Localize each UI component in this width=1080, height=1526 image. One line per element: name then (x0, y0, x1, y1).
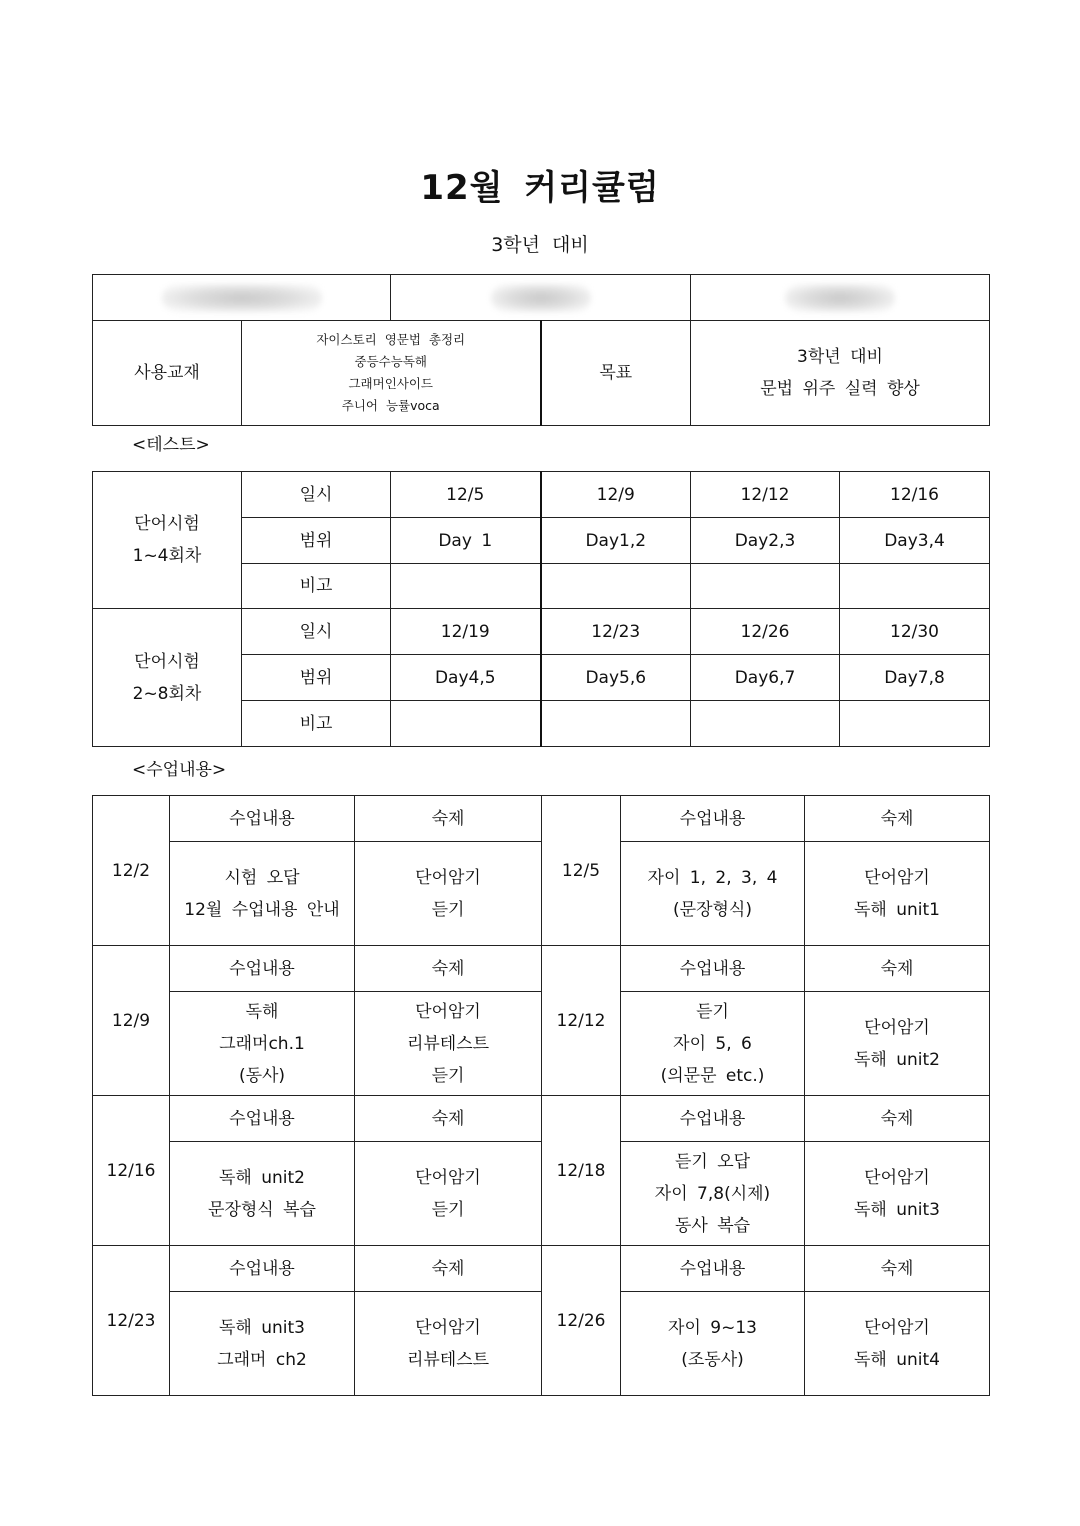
class-table (92, 795, 990, 1396)
test-group-name (93, 472, 242, 609)
redacted-cell (691, 275, 990, 321)
test-date: 12/26 (691, 609, 840, 655)
class-date: 12/16 (93, 1096, 170, 1246)
homework-line: 듣기 (431, 1199, 465, 1220)
info-table (92, 274, 990, 426)
goal-line: 3학년 대비 (797, 347, 883, 367)
homework-header: 숙제 (355, 796, 542, 842)
test-group-rounds: 2~8회차 (132, 683, 202, 704)
class-date: 12/23 (93, 1246, 170, 1396)
class-content (621, 1292, 805, 1396)
homework-line: 독해 unit3 (853, 1199, 940, 1220)
goal-label: 목표 (541, 321, 691, 426)
homework-line: 단어암기 (415, 1317, 481, 1338)
goal-text (691, 321, 990, 426)
homework-header: 숙제 (355, 1096, 542, 1142)
redaction-blur (785, 284, 895, 312)
class-content (170, 1292, 355, 1396)
content-line: (의문문 etc.) (660, 1065, 765, 1086)
row-label-note: 비고 (242, 564, 391, 609)
class-homework (355, 992, 542, 1096)
redacted-cell (93, 275, 391, 321)
homework-line: 단어암기 (415, 1001, 481, 1022)
class-content (170, 1142, 355, 1246)
test-range: Day6,7 (691, 655, 840, 701)
homework-line: 듣기 (431, 899, 465, 920)
homework-line: 단어암기 (415, 1167, 481, 1188)
content-header: 수업내용 (170, 946, 355, 992)
class-content (170, 992, 355, 1096)
content-header: 수업내용 (170, 1096, 355, 1142)
content-line: 문장형식 복습 (208, 1199, 316, 1220)
textbook-item: 주니어 능률voca (341, 398, 440, 413)
test-note (840, 564, 990, 609)
content-line: 자이 9~13 (668, 1317, 757, 1338)
homework-header: 숙제 (805, 946, 990, 992)
page-title: 12월 커리큘럼 (420, 168, 660, 208)
class-date: 12/26 (542, 1246, 621, 1396)
class-content (621, 1142, 805, 1246)
content-line: (문장형식) (673, 899, 752, 920)
test-note (691, 701, 840, 747)
page-subtitle: 3학년 대비 (491, 234, 589, 256)
homework-line: 독해 unit4 (853, 1349, 940, 1370)
test-section-label: <테스트> (132, 435, 210, 455)
test-note (391, 564, 541, 609)
homework-header: 숙제 (805, 1246, 990, 1292)
test-range: Day7,8 (840, 655, 990, 701)
homework-line: 단어암기 (864, 1317, 930, 1338)
content-line: (동사) (238, 1065, 286, 1086)
class-content (621, 992, 805, 1096)
test-range: Day1,2 (541, 518, 691, 564)
test-note (840, 701, 990, 747)
content-line: 자이 1, 2, 3, 4 (647, 867, 778, 888)
homework-header: 숙제 (805, 796, 990, 842)
test-date: 12/19 (391, 609, 541, 655)
homework-line: 단어암기 (864, 1167, 930, 1188)
textbook-item: 그래머인사이드 (348, 376, 434, 391)
content-line: 듣기 오답 (674, 1151, 751, 1172)
class-homework (805, 842, 990, 946)
test-group-title: 단어시험 (134, 651, 200, 672)
content-header: 수업내용 (170, 1246, 355, 1292)
test-note (391, 701, 541, 747)
textbook-list (242, 321, 541, 426)
class-homework (355, 842, 542, 946)
class-date: 12/18 (542, 1096, 621, 1246)
test-date: 12/23 (541, 609, 691, 655)
class-homework (805, 1292, 990, 1396)
redaction-blur (491, 284, 591, 312)
test-date: 12/5 (391, 472, 541, 518)
class-homework (355, 1142, 542, 1246)
content-line: 자이 7,8(시제) (654, 1183, 771, 1204)
content-header: 수업내용 (621, 796, 805, 842)
homework-line: 듣기 (431, 1065, 465, 1086)
content-header: 수업내용 (170, 796, 355, 842)
content-line: 그래머 ch2 (217, 1349, 307, 1370)
homework-header: 숙제 (805, 1096, 990, 1142)
content-line: 시험 오답 (224, 867, 300, 888)
textbook-item: 중등수능독해 (354, 354, 427, 369)
class-date: 12/5 (542, 796, 621, 946)
row-label-range: 범위 (242, 655, 391, 701)
content-line: 듣기 (696, 1001, 729, 1022)
test-range: Day3,4 (840, 518, 990, 564)
homework-line: 리뷰테스트 (406, 1349, 490, 1370)
row-label-note: 비고 (242, 701, 391, 747)
test-note (691, 564, 840, 609)
content-line: 독해 (245, 1001, 279, 1022)
test-range: Day5,6 (541, 655, 691, 701)
content-line: 독해 unit3 (218, 1317, 305, 1338)
content-header: 수업내용 (621, 1096, 805, 1142)
test-group-name (93, 609, 242, 747)
goal-line: 문법 위주 실력 향상 (760, 379, 920, 399)
content-line: 12월 수업내용 안내 (184, 899, 340, 920)
test-range: Day4,5 (391, 655, 541, 701)
class-section-label: <수업내용> (132, 760, 227, 780)
test-range: Day2,3 (691, 518, 840, 564)
row-label-date: 일시 (242, 609, 391, 655)
test-note (541, 564, 691, 609)
content-header: 수업내용 (621, 1246, 805, 1292)
class-content (170, 842, 355, 946)
homework-line: 독해 unit1 (853, 899, 940, 920)
content-line: (조동사) (681, 1349, 744, 1370)
redaction-blur (162, 284, 322, 312)
homework-line: 단어암기 (864, 867, 930, 888)
homework-header: 숙제 (355, 946, 542, 992)
content-line: 그래머ch.1 (219, 1033, 305, 1054)
homework-line: 독해 unit2 (853, 1049, 940, 1070)
test-date: 12/16 (840, 472, 990, 518)
homework-line: 단어암기 (415, 867, 481, 888)
test-note (541, 701, 691, 747)
content-line: 자이 5, 6 (673, 1033, 752, 1054)
content-header: 수업내용 (621, 946, 805, 992)
class-homework (805, 992, 990, 1096)
row-label-range: 범위 (242, 518, 391, 564)
test-group-title: 단어시험 (134, 514, 200, 534)
homework-line: 단어암기 (864, 1017, 930, 1038)
test-table (92, 471, 990, 747)
homework-line: 리뷰테스트 (406, 1033, 490, 1054)
content-line: 독해 unit2 (218, 1167, 305, 1188)
test-group-rounds: 1~4회차 (132, 546, 202, 566)
class-homework (805, 1142, 990, 1246)
row-label-date: 일시 (242, 472, 391, 518)
content-line: 동사 복습 (674, 1215, 751, 1236)
class-content (621, 842, 805, 946)
homework-header: 숙제 (355, 1246, 542, 1292)
textbook-item: 자이스토리 영문법 총정리 (316, 332, 466, 347)
class-homework (355, 1292, 542, 1396)
test-range: Day 1 (391, 518, 541, 564)
test-date: 12/12 (691, 472, 840, 518)
class-date: 12/2 (93, 796, 170, 946)
class-date: 12/12 (542, 946, 621, 1096)
redacted-cell (391, 275, 691, 321)
test-date: 12/9 (541, 472, 691, 518)
textbook-label: 사용교재 (93, 321, 242, 426)
test-date: 12/30 (840, 609, 990, 655)
class-date: 12/9 (93, 946, 170, 1096)
